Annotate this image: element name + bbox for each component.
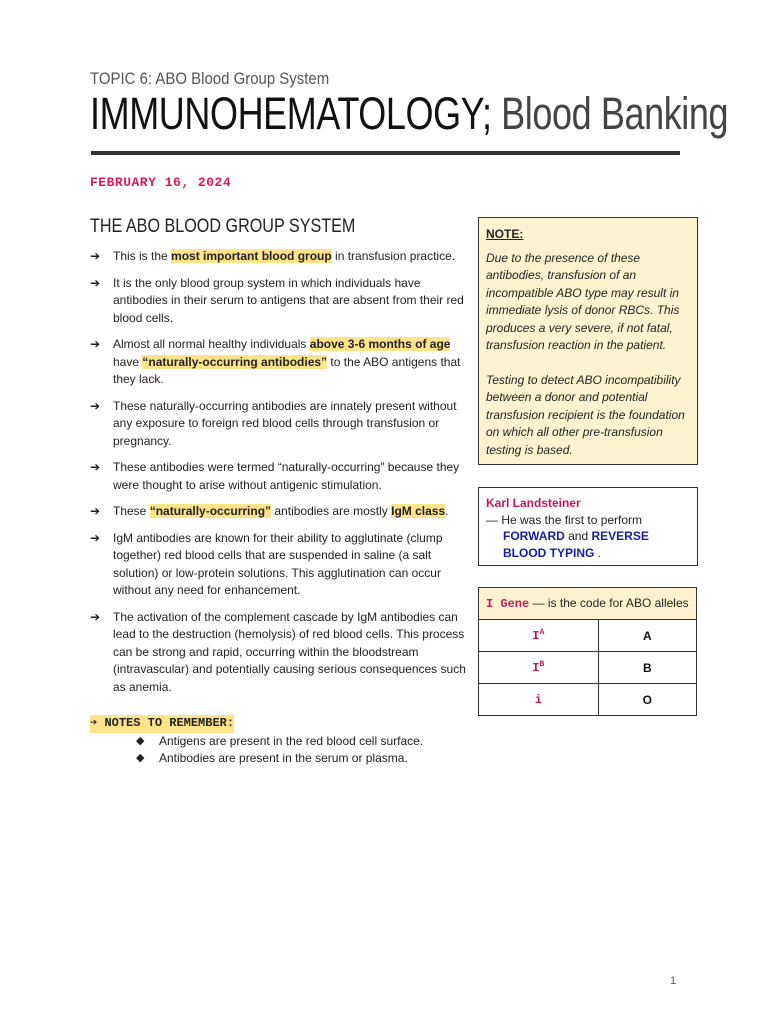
arrow-icon: ➔ — [90, 398, 101, 413]
table-row — [479, 620, 697, 652]
arrow-icon: ➔ — [90, 530, 101, 545]
list-item: ➔ The activation of the complement cascade by IgM antibodies can lead to the destruction (hemolysis) of red blood cells. This process can be strong and rapid, occurring within the bloodstream (intravascular) and potentially causing serious consequences such as anemia. — [90, 609, 466, 694]
list-item: ◆ Antigens are present in the red blood cell surface. — [136, 733, 423, 751]
page-number: 1 — [670, 975, 677, 987]
notes-to-remember — [90, 714, 423, 768]
title-sub: Blood Banking — [501, 88, 729, 139]
table-row — [479, 684, 697, 716]
diamond-icon: ◆ — [136, 752, 145, 764]
note-paragraph: Due to the presence of these antibodies, transfusion of an incompatible ABO type may result in immediate lysis of donor RBCs. This produces a very severe, if not fatal, transfusion reaction in the patient. — [486, 250, 680, 352]
list-item: ➔ These “naturally-occurring” antibodies are mostly IgM class. — [90, 503, 470, 521]
list-item: ➔ IgM antibodies are known for their ability to agglutinate (clump together) red blood cells that are suspended in saline (a salt solution) or low-protein solutions. This agglutination can occur without any need for enhancement. — [90, 530, 443, 597]
karl-landsteiner-box — [478, 487, 698, 566]
table-caption: I Gene — is the code for ABO alleles — [479, 588, 697, 620]
arrow-icon: ➔ — [90, 609, 101, 624]
topic-label: TOPIC 6: ABO Blood Group System — [90, 69, 330, 88]
allele-cell: i — [479, 684, 599, 716]
arrow-icon: ➔ — [90, 504, 101, 518]
gene-table — [478, 587, 697, 716]
diamond-icon: ◆ — [136, 734, 145, 747]
list-item: ➔ This is the most important blood group in transfusion practice. — [90, 248, 470, 266]
karl-name: Karl Landsteiner — [486, 496, 581, 510]
arrow-icon: ➔ — [90, 460, 101, 474]
blood-type-cell: A — [598, 620, 696, 652]
list-item: ➔ Almost all normal healthy individuals above 3-6 months of age have “naturally-occurring antibodies” to the ABO antigens that they lack. — [90, 337, 461, 386]
arrow-icon: ➔ — [90, 275, 101, 290]
table-row — [479, 652, 697, 684]
arrow-icon: ➔ — [90, 249, 101, 263]
blood-type-cell: B — [598, 652, 696, 684]
page-title — [90, 88, 728, 140]
karl-typing: FORWARD and REVERSE BLOOD TYPING . — [503, 529, 649, 560]
note-label: NOTE: — [486, 227, 524, 241]
blood-type-cell: O — [598, 684, 696, 716]
list-item: ➔ It is the only blood group system in which individuals have antibodies in their serum to antigens that are absent from their red blood cells. — [90, 275, 464, 325]
date-label: FEBRUARY 16, 2024 — [90, 175, 232, 190]
allele-cell: $I^B$ — [479, 652, 599, 684]
list-item: ➔ These naturally-occurring antibodies are innately present without any exposure to foreign red blood cells through transfusion or pregnancy. — [90, 398, 457, 448]
allele-cell: $I^A$ — [479, 620, 599, 652]
arrow-icon: ➔ — [90, 337, 101, 351]
title-main: IMMUNOHEMATOLOGY; — [90, 88, 492, 139]
list-item: ➔ These antibodies were termed “naturally-occurring” because they were thought to arise without antigenic stimulation. — [90, 460, 460, 492]
section-title: THE ABO BLOOD GROUP SYSTEM — [90, 216, 356, 237]
bullet-list — [90, 248, 470, 705]
title-divider — [91, 151, 680, 155]
note-box — [478, 217, 698, 465]
note-paragraph: Testing to detect ABO incompatibility between a donor and potential transfusion recipient is the foundation on which all other pre-transfusion testing is based. — [486, 372, 685, 457]
list-item: ◆ Antibodies are present in the serum or plasma. — [136, 750, 423, 768]
remember-heading: ➔ NOTES TO REMEMBER: — [90, 715, 234, 733]
table-caption-row — [479, 588, 697, 620]
karl-line: — He was the first to perform — [486, 512, 643, 527]
